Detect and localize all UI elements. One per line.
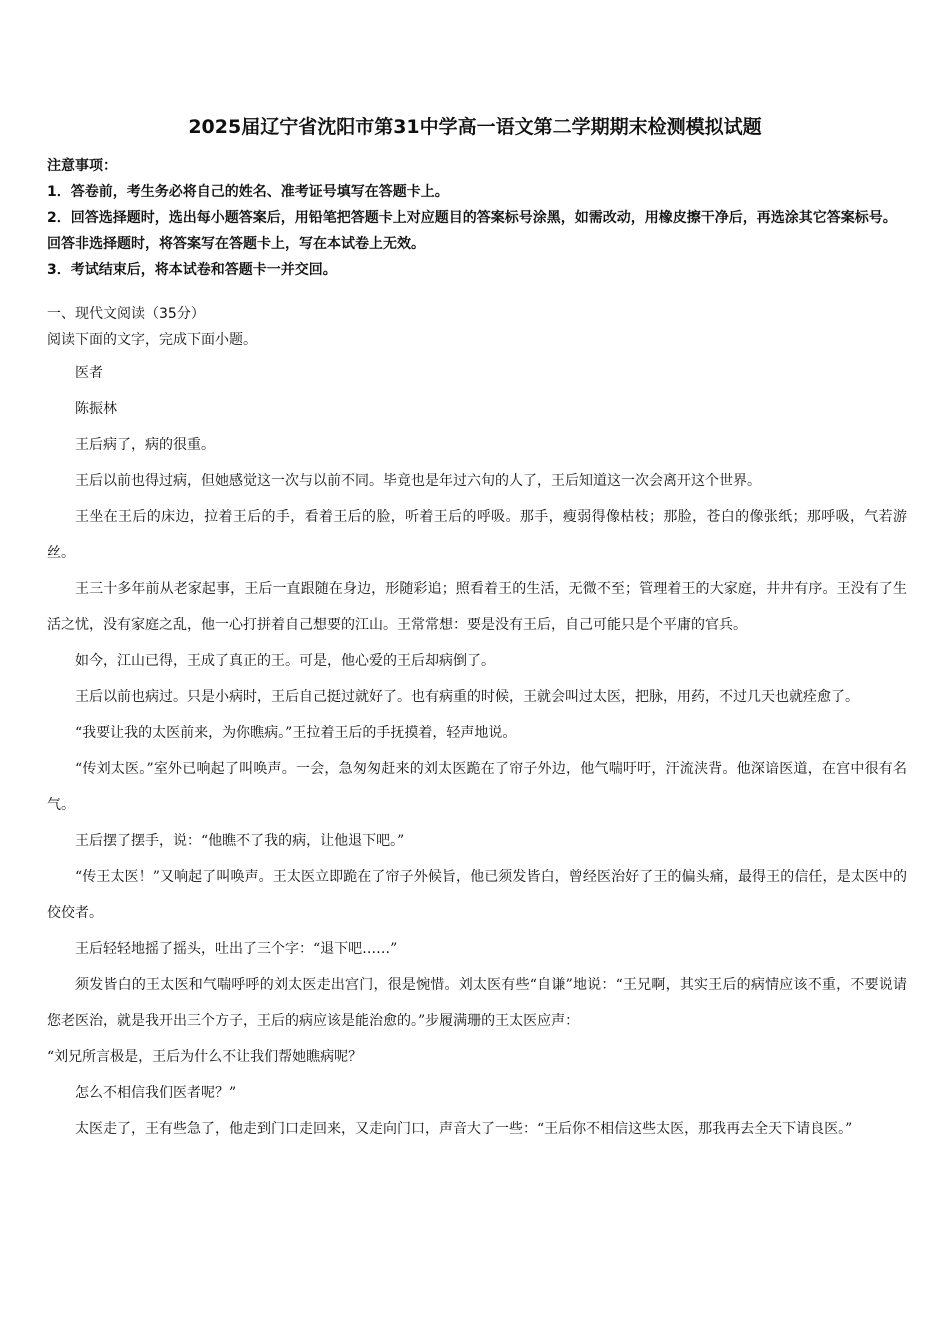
note-item: 3．考试结束后，将本试卷和答题卡一并交回。: [47, 262, 337, 278]
article-paragraph: 怎么不相信我们医者呢？”: [75, 1085, 237, 1101]
article-paragraph: “传王太医！”又响起了叫唤声。王太医立即跪在了帘子外候旨，他已须发皆白，曾经医治好了王的偏头痛，最得王的信任，是太医中的佼佼者。: [47, 869, 907, 921]
section-heading: 一、现代文阅读（35分）: [47, 306, 205, 322]
article-paragraph: 王后摆了摆手，说：“他瞧不了我的病，让他退下吧。”: [75, 833, 405, 849]
article-title: 医者: [75, 365, 103, 381]
exam-title: 2025届辽宁省沈阳市第31中学高一语文第二学期期末检测模拟试题: [188, 116, 762, 138]
note-item: 1．答卷前，考生务必将自己的姓名、准考证号填写在答题卡上。: [47, 184, 449, 200]
article-paragraph: “我要让我的太医前来，为你瞧病。”王拉着王后的手抚摸着，轻声地说。: [75, 725, 517, 741]
notes-block: [47, 153, 907, 283]
article-paragraph: “刘兄所言极是，王后为什么不让我们帮她瞧病呢？: [47, 1049, 363, 1065]
article-paragraph: 王后病了，病的很重。: [75, 437, 215, 453]
article-paragraph: 王后轻轻地摇了摇头，吐出了三个字：“退下吧……”: [75, 941, 398, 957]
article-paragraph: 须发皆白的王太医和气喘呼呼的刘太医走出宫门，很是惋惜。刘太医有些“自谦”地说：“王兄啊，其实王后的病情应该不重，不要说请您老医治，就是我开出三个方子，王后的病应该是能治愈的。”步履满珊的王太医应声：: [47, 977, 907, 1029]
notes-heading: 注意事项：: [47, 158, 117, 174]
article-paragraph: 王后以前也得过病，但她感觉这一次与以前不同。毕竟也是年过六旬的人了，王后知道这一次会离开这个世界。: [75, 473, 761, 489]
article-paragraph: 太医走了，王有些急了，他走到门口走回来，又走向门口，声音大了一些：“王后你不相信这些太医，那我再去全天下请良医。”: [75, 1121, 853, 1137]
article-paragraph: 王后以前也病过。只是小病时，王后自己挺过就好了。也有病重的时候，王就会叫过太医，把脉，用药，不过几天也就痊愈了。: [75, 689, 859, 705]
article-paragraph: 王三十多年前从老家起事，王后一直跟随在身边，形随彩追；照看着王的生活，无微不至；管理着王的大家庭，井井有序。王没有了生活之忧，没有家庭之乱，他一心打拼着自己想要的江山。王常常想：要是没有王后，自己可能只是个平庸的官兵。: [47, 581, 907, 633]
article-paragraph: “传刘太医。”室外已响起了叫唤声。一会，急匆匆赶来的刘太医跪在了帘子外边，他气喘吁吁，汗流浃背。他深谙医道，在宫中很有名气。: [47, 761, 907, 813]
article-paragraph: 王坐在王后的床边，拉着王后的手，看着王后的脸，听着王后的呼吸。那手，瘦弱得像枯枝；那脸，苍白的像张纸；那呼吸，气若游丝。: [47, 509, 907, 561]
section-instruction: 阅读下面的文字，完成下面小题。: [47, 332, 257, 348]
section-header: [47, 301, 907, 353]
article-paragraph: 如今，江山已得，王成了真正的王。可是，他心爱的王后却病倒了。: [75, 653, 495, 669]
note-item: 2．回答选择题时，选出每小题答案后，用铅笔把答题卡上对应题目的答案标号涂黑，如需改动，用橡皮擦干净后，再选涂其它答案标号。回答非选择题时，将答案写在答题卡上，写在本试卷上无效。: [47, 210, 897, 252]
article-body: [47, 355, 907, 1147]
article-author: 陈振林: [75, 401, 117, 417]
